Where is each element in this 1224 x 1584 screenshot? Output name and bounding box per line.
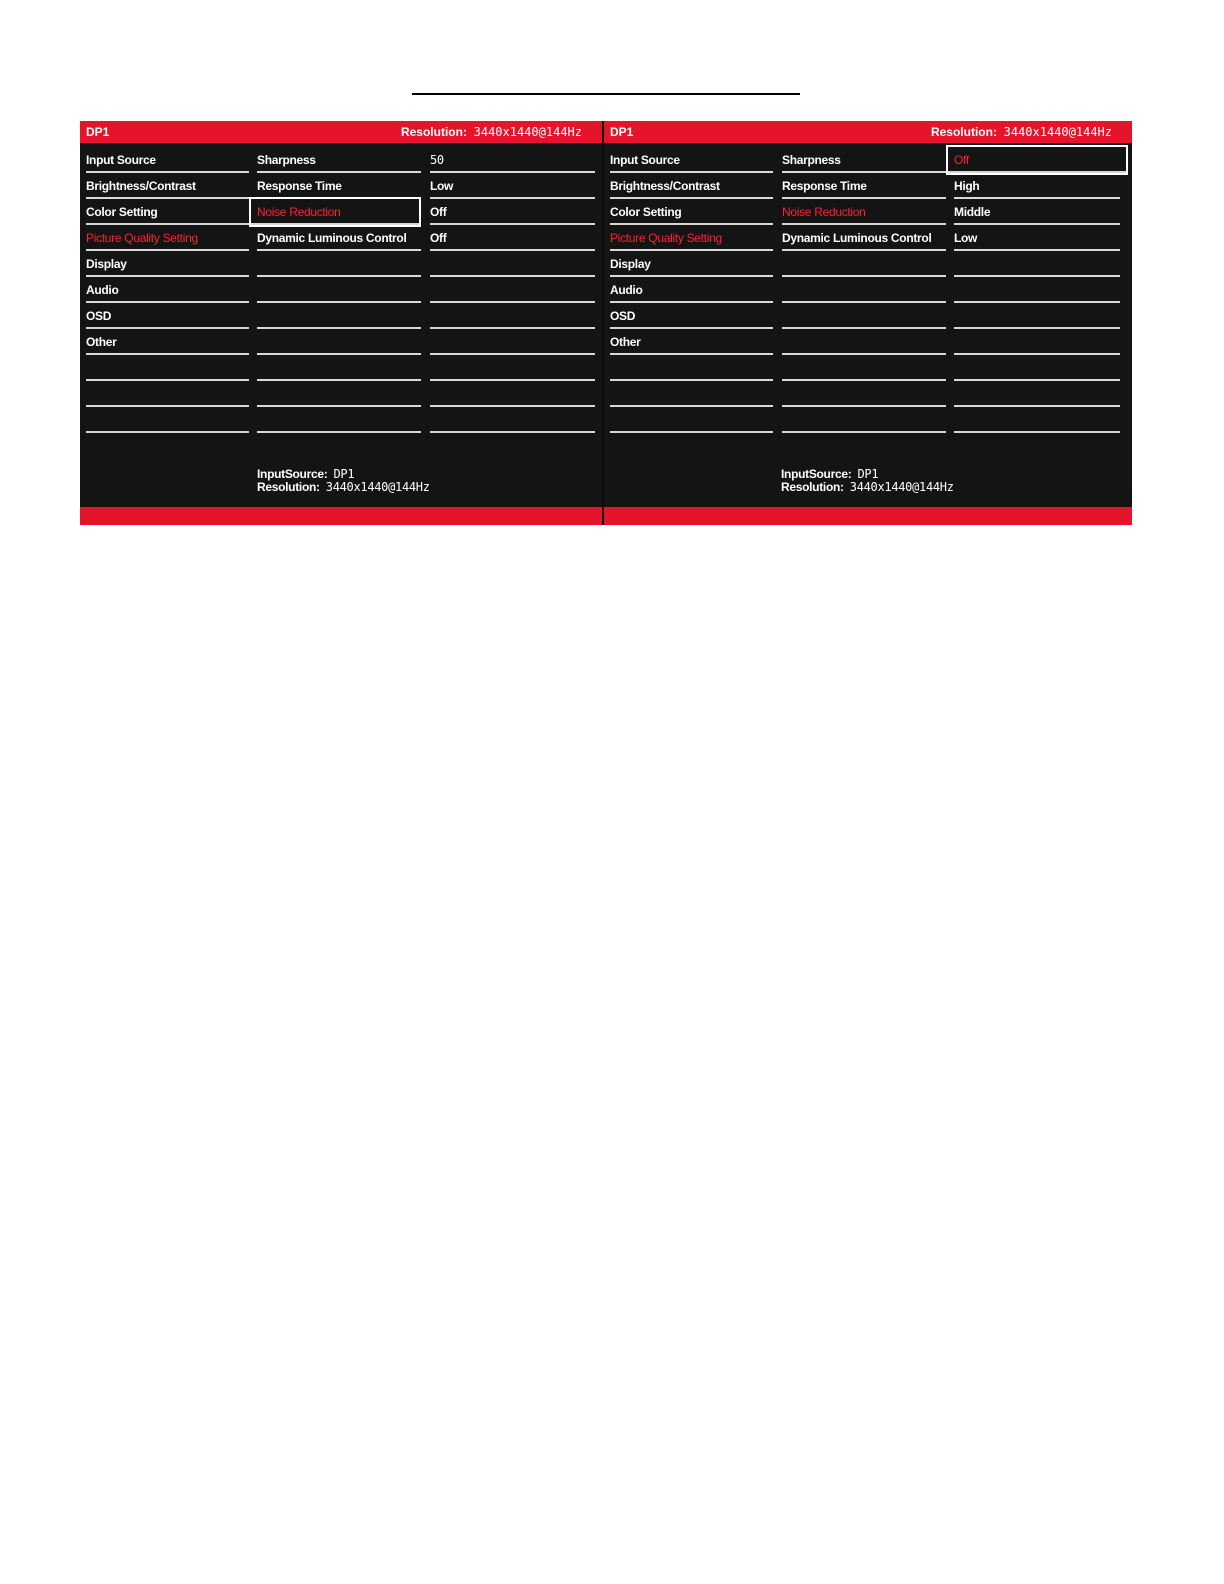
submenu-empty-row: [782, 381, 946, 407]
value-dynamic-luminous-control[interactable]: Off: [430, 225, 595, 251]
osd-footer: [604, 507, 1132, 525]
menu-item-display[interactable]: Display: [610, 251, 773, 277]
value-list: [430, 147, 595, 433]
value-empty-row: [430, 355, 595, 381]
input-info: InputSource: DP1 Resolution: 3440x1440@144Hz: [257, 467, 430, 494]
osd-panel-left: [80, 121, 602, 525]
menu-item-input-source[interactable]: Input Source: [610, 147, 773, 173]
header-source: DP1: [86, 125, 110, 139]
value-response-time[interactable]: Low: [430, 173, 595, 199]
submenu-item-noise-reduction[interactable]: Noise Reduction: [782, 199, 946, 225]
value-empty-row: [954, 381, 1120, 407]
header-resolution: Resolution: 3440x1440@144Hz: [400, 125, 582, 139]
submenu-item-sharpness[interactable]: Sharpness: [257, 147, 421, 173]
option-high[interactable]: High: [954, 173, 1120, 199]
menu-item-color-setting[interactable]: Color Setting: [86, 199, 249, 225]
value-sharpness[interactable]: 50: [430, 147, 595, 173]
menu-empty-row: [610, 355, 773, 381]
sub-menu: [257, 147, 421, 433]
menu-item-other[interactable]: Other: [86, 329, 249, 355]
menu-item-osd[interactable]: OSD: [86, 303, 249, 329]
submenu-empty-row: [782, 277, 946, 303]
submenu-item-response-time[interactable]: Response Time: [782, 173, 946, 199]
option-off[interactable]: Off: [948, 147, 1126, 173]
menu-item-color-setting[interactable]: Color Setting: [610, 199, 773, 225]
value-empty-row: [430, 381, 595, 407]
osd-header: [80, 121, 602, 143]
submenu-item-noise-reduction[interactable]: Noise Reduction: [251, 199, 419, 225]
osd-footer: [80, 507, 602, 525]
value-list: [954, 147, 1120, 433]
submenu-empty-row: [257, 329, 421, 355]
submenu-empty-row: [257, 251, 421, 277]
submenu-item-response-time[interactable]: Response Time: [257, 173, 421, 199]
submenu-empty-row: [257, 407, 421, 433]
menu-item-input-source[interactable]: Input Source: [86, 147, 249, 173]
value-empty-row: [430, 277, 595, 303]
value-noise-reduction[interactable]: Off: [430, 199, 595, 225]
input-info: InputSource: DP1 Resolution: 3440x1440@144Hz: [781, 467, 954, 494]
menu-item-audio[interactable]: Audio: [610, 277, 773, 303]
submenu-empty-row: [782, 303, 946, 329]
header-resolution: Resolution: 3440x1440@144Hz: [930, 125, 1112, 139]
menu-item-brightness-contrast[interactable]: Brightness/Contrast: [86, 173, 249, 199]
option-low[interactable]: Low: [954, 225, 1120, 251]
osd-panel-right: [604, 121, 1132, 525]
menu-item-audio[interactable]: Audio: [86, 277, 249, 303]
menu-item-picture-quality-setting[interactable]: Picture Quality Setting: [610, 225, 773, 251]
menu-empty-row: [86, 381, 249, 407]
value-empty-row: [430, 329, 595, 355]
submenu-empty-row: [782, 355, 946, 381]
main-menu: [610, 147, 773, 433]
value-empty-row: [954, 303, 1120, 329]
submenu-item-dynamic-luminous-control[interactable]: Dynamic Luminous Control: [257, 225, 421, 251]
submenu-item-dynamic-luminous-control[interactable]: Dynamic Luminous Control: [782, 225, 946, 251]
submenu-empty-row: [257, 381, 421, 407]
submenu-empty-row: [782, 251, 946, 277]
submenu-empty-row: [782, 407, 946, 433]
value-empty-row: [430, 407, 595, 433]
submenu-empty-row: [257, 355, 421, 381]
top-rule: [412, 93, 800, 95]
menu-empty-row: [86, 355, 249, 381]
header-source: DP1: [610, 125, 634, 139]
submenu-empty-row: [257, 277, 421, 303]
osd-header: [604, 121, 1132, 143]
submenu-empty-row: [782, 329, 946, 355]
main-menu: [86, 147, 249, 433]
submenu-item-sharpness[interactable]: Sharpness: [782, 147, 946, 173]
menu-empty-row: [86, 407, 249, 433]
menu-item-brightness-contrast[interactable]: Brightness/Contrast: [610, 173, 773, 199]
sub-menu: [782, 147, 946, 433]
menu-empty-row: [610, 407, 773, 433]
value-empty-row: [954, 407, 1120, 433]
submenu-empty-row: [257, 303, 421, 329]
menu-empty-row: [610, 381, 773, 407]
value-empty-row: [954, 251, 1120, 277]
value-empty-row: [430, 251, 595, 277]
value-empty-row: [954, 277, 1120, 303]
menu-item-display[interactable]: Display: [86, 251, 249, 277]
value-empty-row: [430, 303, 595, 329]
option-middle[interactable]: Middle: [954, 199, 1120, 225]
menu-item-other[interactable]: Other: [610, 329, 773, 355]
value-empty-row: [954, 355, 1120, 381]
value-empty-row: [954, 329, 1120, 355]
menu-item-osd[interactable]: OSD: [610, 303, 773, 329]
menu-item-picture-quality-setting[interactable]: Picture Quality Setting: [86, 225, 249, 251]
